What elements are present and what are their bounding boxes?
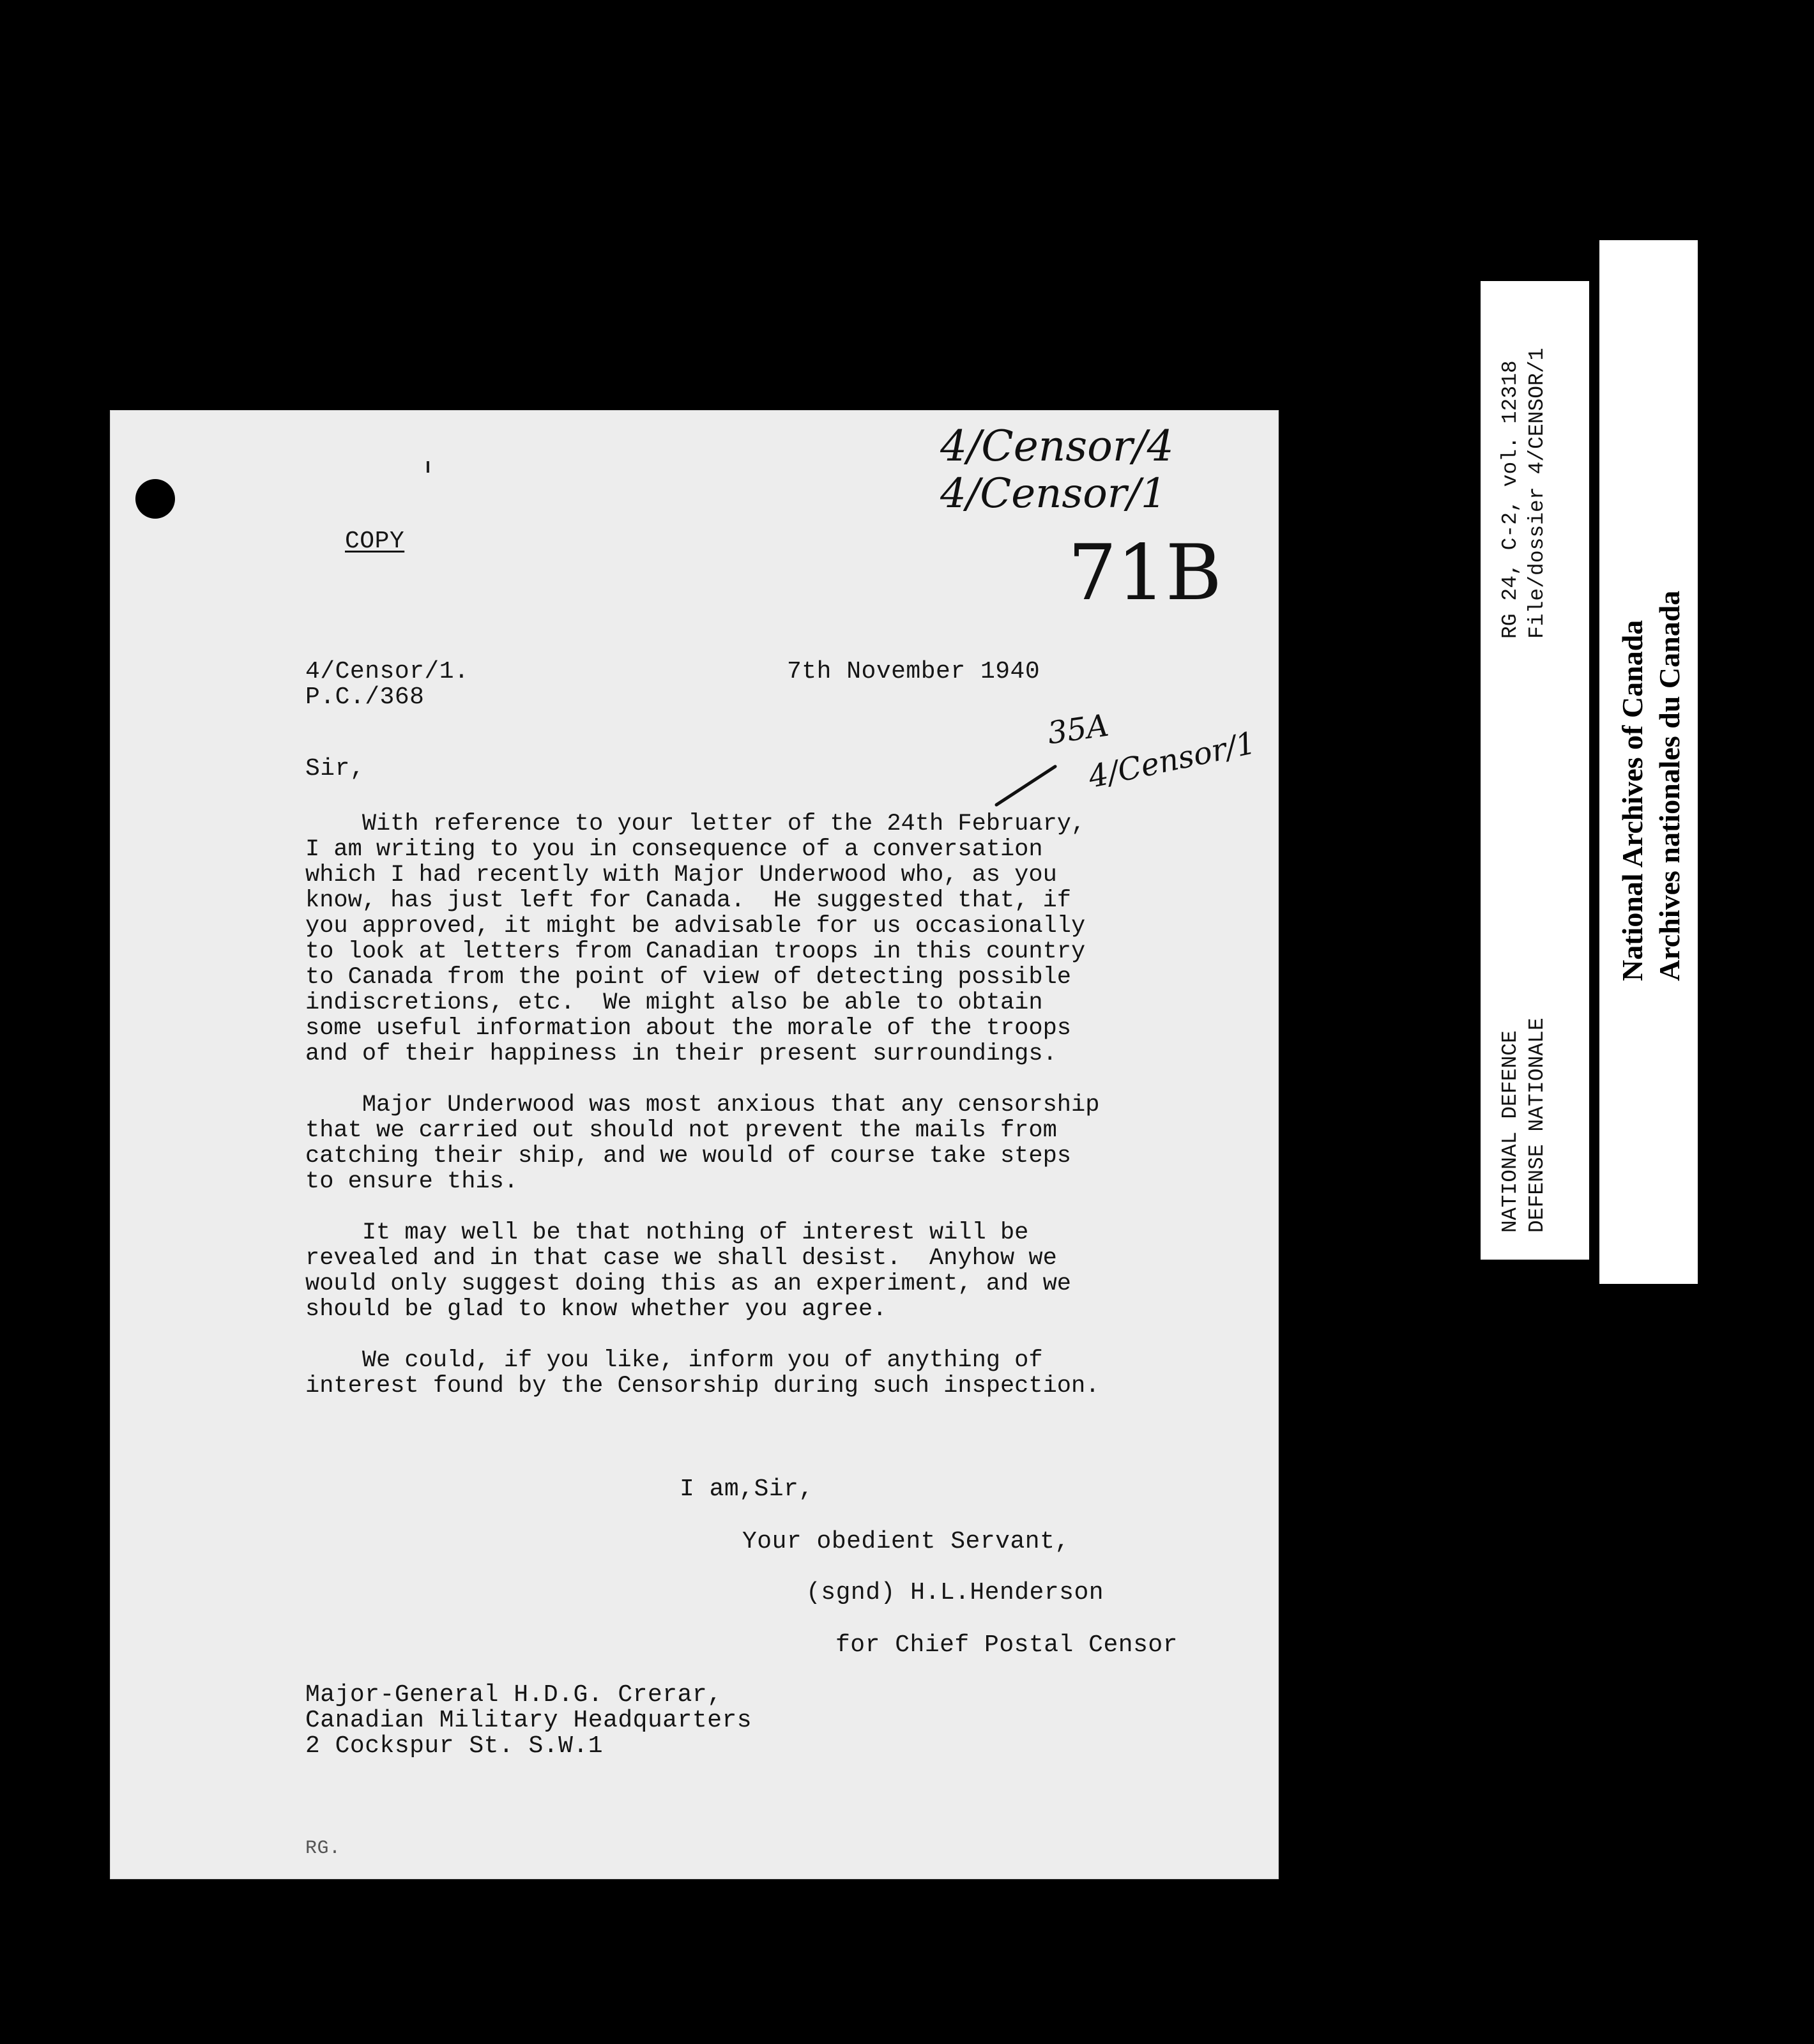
paragraph-4-line: interest found by the Censorship during such inspection. [305,1373,1100,1400]
signature-title: for Chief Postal Censor [835,1631,1178,1659]
paragraph-1-line: to look at letters from Canadian troops in this country [305,938,1086,965]
typist-initials: RG. [305,1838,341,1859]
paragraph-2-line: catching their ship, and we would of course take steps [305,1143,1071,1170]
addressee-name: Major-General H.D.G. Crerar, [305,1681,722,1709]
paragraph-3-line: would only suggest doing this as an experiment, and we [305,1270,1071,1297]
reference-line-2: P.C./368 [305,683,425,711]
handwritten-note-ref: 4/Censor/1 [1085,724,1259,796]
letter-date: 7th November 1940 [787,658,1040,685]
handwritten-file-ref-2: 4/Censor/1 [940,470,1167,517]
closing-line-2: Your obedient Servant, [742,1528,1070,1555]
paragraph-1-line: which I had recently with Major Underwood who, as you [305,862,1057,889]
paragraph-1-line: I am writing to you in consequence of a conversation [305,836,1043,863]
handwritten-file-ref-1: 4/Censor/4 [940,422,1174,471]
punch-hole [135,479,175,519]
paragraph-1-line: With reference to your letter of the 24th February, [305,811,1086,837]
paragraph-3-line: should be glad to know whether you agree. [305,1296,887,1323]
paragraph-3-line: revealed and in that case we shall desist. Anyhow we [305,1245,1057,1272]
copy-heading: COPY [345,528,405,555]
archive-reference-strip [1481,281,1589,1260]
archives-name-french: Archives nationales du Canada [1653,590,1686,981]
reference-line-1: 4/Censor/1. [305,658,469,685]
addressee-street: 2 Cockspur St. S.W.1 [305,1732,604,1760]
paragraph-1-line: to Canada from the point of view of detecting possible [305,964,1071,991]
paragraph-2-line: Major Underwood was most anxious that any censorship [305,1092,1100,1118]
archive-reference-line-2: File/dossier 4/CENSOR/1 [1525,347,1549,639]
paragraph-1-line: know, has just left for Canada. He suggested that, if [305,887,1071,914]
handwritten-folio: 71B [1068,529,1222,618]
handwritten-note-number: 35A [1045,707,1111,752]
department-line-1: NATIONAL DEFENCE [1498,1030,1522,1233]
signature-line: (sgnd) H.L.Henderson [806,1579,1104,1606]
handwritten-dash-mark [991,760,1062,811]
archive-reference-line-1: RG 24, C-2, vol. 12318 [1498,360,1522,639]
paragraph-1-line: indiscretions, etc. We might also be able to obtain [305,989,1043,1016]
paragraph-1-line: and of their happiness in their present surroundings. [305,1041,1057,1067]
department-line-2: DEFENSE NATIONALE [1525,1018,1549,1233]
paragraph-1-line: some useful information about the morale of the troops [305,1015,1071,1042]
closing-line-1: I am,Sir, [680,1476,814,1503]
pencil-mark [427,461,429,473]
archives-name-english: National Archives of Canada [1616,620,1649,981]
paragraph-2-line: to ensure this. [305,1168,519,1195]
addressee-office: Canadian Military Headquarters [305,1707,752,1734]
letter-page [110,410,1279,1879]
paragraph-4-line: We could, if you like, inform you of anything of [305,1347,1043,1374]
salutation: Sir, [305,755,365,782]
paragraph-3-line: It may well be that nothing of interest will be [305,1219,1029,1246]
archives-stamp-strip [1599,240,1698,1284]
paragraph-2-line: that we carried out should not prevent the mails from [305,1117,1057,1144]
paragraph-1-line: you approved, it might be advisable for us occasionally [305,913,1086,940]
